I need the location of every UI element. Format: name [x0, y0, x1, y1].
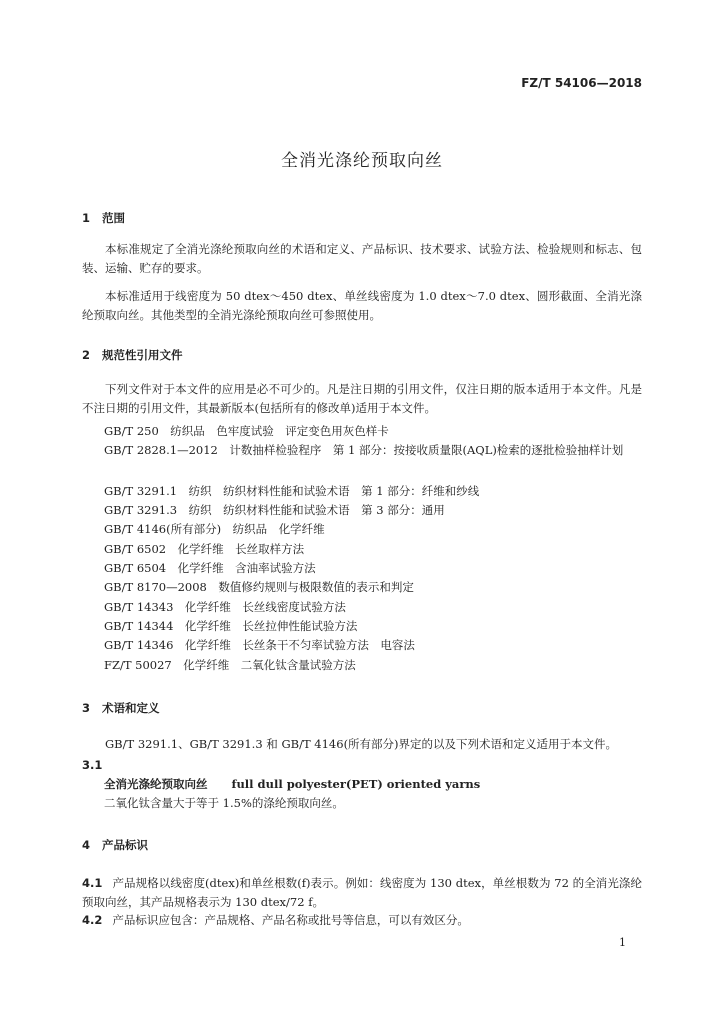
section-number: 2 — [82, 348, 91, 362]
standard-code: FZ/T 54106—2018 — [521, 76, 642, 90]
scope-paragraph-1: 本标准规定了全消光涤纶预取向丝的术语和定义、产品标识、技术要求、试验方法、检验规则和标志、包装、运输、贮存的要求。 — [82, 242, 642, 275]
section-number: 3 — [82, 701, 91, 715]
reference-item: GB/T 14346 化学纤维 长丝条干不匀率试验方法 电容法 — [104, 638, 415, 652]
reference-item: GB/T 14344 化学纤维 长丝拉伸性能试验方法 — [104, 619, 358, 633]
scope-paragraph-2: 本标准适用于线密度为 50 dtex～450 dtex、单丝线密度为 1.0 dtex～7.0 dtex、圆形截面、全消光涤纶预取向丝。其他类型的全消光涤纶预取向丝可参照使用。 — [82, 289, 642, 322]
term-definition: 二氧化钛含量大于等于 1.5%的涤纶预取向丝。 — [104, 796, 344, 810]
reference-item: FZ/T 50027 化学纤维 二氧化钛含量试验方法 — [104, 658, 356, 672]
clause-4-2 — [82, 911, 642, 930]
reference-item: GB/T 250 纺织品 色牢度试验 评定变色用灰色样卡 — [104, 424, 389, 438]
section-title: 规范性引用文件 — [102, 348, 183, 362]
reference-item: GB/T 4146(所有部分) 纺织品 化学纤维 — [104, 522, 325, 536]
document-title: 全消光涤纶预取向丝 — [281, 151, 443, 171]
section-title: 产品标识 — [102, 838, 148, 852]
term-chinese: 全消光涤纶预取向丝 — [104, 777, 208, 791]
clause-number: 4.1 — [82, 876, 103, 890]
reference-item: GB/T 6502 化学纤维 长丝取样方法 — [104, 542, 305, 556]
references-intro: 下列文件对于本文件的应用是必不可少的。凡是注日期的引用文件，仅注日期的版本适用于本文件。凡是不注日期的引用文件，其最新版本(包括所有的修改单)适用于本文件。 — [82, 382, 642, 415]
section-3-heading — [82, 700, 160, 716]
reference-item: GB/T 14343 化学纤维 长丝线密度试验方法 — [104, 600, 346, 614]
section-1-heading — [82, 210, 125, 226]
reference-item: GB/T 6504 化学纤维 含油率试验方法 — [104, 561, 316, 575]
section-title: 术语和定义 — [102, 701, 160, 715]
clause-number: 4.2 — [82, 913, 103, 927]
section-2-heading — [82, 347, 183, 363]
reference-item: GB/T 3291.3 纺织 纺织材料性能和试验术语 第 3 部分：通用 — [104, 503, 445, 517]
term-number: 3.1 — [82, 758, 103, 772]
section-title: 范围 — [102, 211, 125, 225]
term-english: full dull polyester(PET) oriented yarns — [231, 777, 481, 791]
clause-4-1 — [82, 874, 642, 911]
clause-text: 产品规格以线密度(dtex)和单丝根数(f)表示。例如：线密度为 130 dtex，单丝根数为 72 的全消光涤纶预取向丝，其产品规格表示为 130 dtex/72 f。 — [82, 876, 642, 909]
section-number: 4 — [82, 838, 91, 852]
clause-text: 产品标识应包含：产品规格、产品名称或批号等信息，可以有效区分。 — [112, 913, 469, 927]
terms-intro: GB/T 3291.1、GB/T 3291.3 和 GB/T 4146(所有部分)界定的以及下列术语和定义适用于本文件。 — [105, 737, 618, 751]
section-number: 1 — [82, 211, 91, 225]
section-4-heading — [82, 837, 148, 853]
page-number: 1 — [619, 936, 626, 949]
reference-item: GB/T 2828.1—2012 计数抽样检验程序 第 1 部分：按接收质量限(AQL)检索的逐批检验抽样计划 — [104, 443, 624, 457]
term-entry — [104, 776, 480, 792]
reference-item: GB/T 8170—2008 数值修约规则与极限数值的表示和判定 — [104, 580, 414, 594]
reference-item: GB/T 3291.1 纺织 纺织材料性能和试验术语 第 1 部分：纤维和纱线 — [104, 484, 480, 498]
